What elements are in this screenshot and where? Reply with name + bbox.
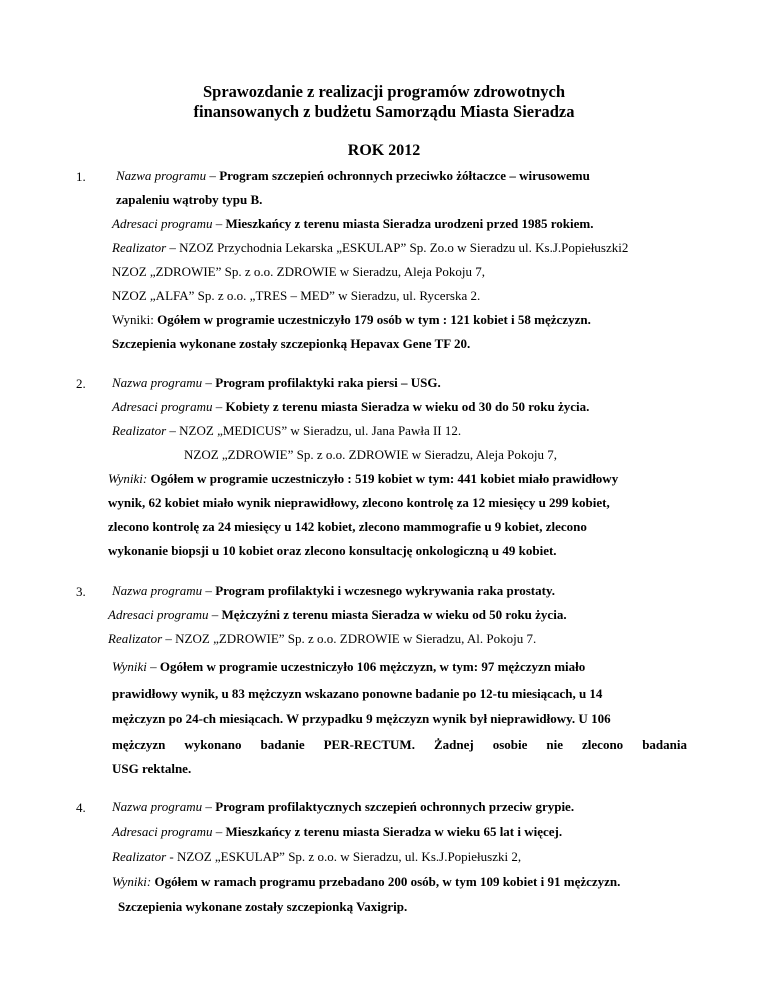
- program-name: Program szczepień ochronnych przeciwko żółtaczce – wirusowemu: [219, 168, 590, 183]
- program-number: 1.: [76, 169, 86, 184]
- results-line: zlecono kontrolę za 24 miesięcy u 142 kobiet, zlecono mammografie u 9 kobiet, zlecono: [108, 519, 587, 534]
- implementer-label: Realizator –: [112, 423, 180, 438]
- program-name: Program profilaktyki raka piersi – USG.: [215, 375, 441, 390]
- implementer-label: Realizator –: [112, 240, 180, 255]
- results-value: Ogółem w ramach programu przebadano 200 osób, w tym 109 kobiet i 91 mężczyzn.: [154, 874, 621, 889]
- implementer-value: NZOZ „ZDROWIE” Sp. z o.o. ZDROWIE w Sieradzu, Al. Pokoju 7.: [175, 631, 537, 646]
- recipients-value: Mieszkańcy z terenu miasta Sieradza urodzeni przed 1985 rokiem.: [225, 216, 594, 231]
- results-line: wynik, 62 kobiet miało wynik nieprawidłowy, zlecono kontrolę za 12 miesięcy u 299 kobiet,: [108, 495, 610, 510]
- recipients-value: Mężczyźni z terenu miasta Sieradza w wieku od 50 roku życia.: [221, 607, 567, 622]
- document-title-line-1: Sprawozdanie z realizacji programów zdrowotnych: [202, 82, 566, 101]
- implementer-line: NZOZ „ZDROWIE” Sp. z o.o. ZDROWIE w Sieradzu, Aleja Pokoju 7,: [184, 447, 557, 462]
- program-name-label: Nazwa programu –: [112, 583, 216, 598]
- results-value: Ogółem w programie uczestniczyło : 519 kobiet w tym: 441 kobiet miało prawidłowy: [150, 471, 619, 486]
- recipients-value: Mieszkańcy z terenu miasta Sieradza w wieku 65 lat i więcej.: [225, 824, 563, 839]
- results-line: [108, 472, 618, 485]
- recipients-label: Adresaci programu –: [112, 824, 226, 839]
- implementer-line: [112, 424, 461, 437]
- recipients-label: Adresaci programu –: [112, 399, 226, 414]
- program-name-label: Nazwa programu –: [112, 375, 216, 390]
- results-line: prawidłowy wynik, u 83 mężczyzn wskazano ponowne badanie po 12-tu miesiącach, u 14: [112, 686, 603, 701]
- year-heading: ROK 2012: [347, 142, 421, 159]
- results-line: Szczepienia wykonane zostały szczepionką Hepavax Gene TF 20.: [112, 336, 471, 351]
- program-name-line: [112, 800, 574, 813]
- implementer-value: NZOZ „ESKULAP” Sp. z o.o. w Sieradzu, ul. Ks.J.Popiełuszki 2,: [177, 849, 522, 864]
- program-name-label: Nazwa programu –: [112, 799, 216, 814]
- program-name: Program profilaktyki i wczesnego wykrywania raka prostaty.: [215, 583, 555, 598]
- recipients-line: [112, 400, 589, 413]
- implementer-line: [112, 850, 521, 863]
- program-name-line: [112, 584, 555, 597]
- program-name-line: [112, 376, 441, 389]
- results-label: Wyniki:: [108, 471, 151, 486]
- implementer-value: NZOZ „MEDICUS” w Sieradzu, ul. Jana Pawła II 12.: [179, 423, 462, 438]
- program-name-continuation: zapaleniu wątroby typu B.: [116, 192, 263, 207]
- implementer-line: NZOZ „ALFA” Sp. z o.o. „TRES – MED” w Sieradzu, ul. Rycerska 2.: [112, 288, 481, 303]
- results-value: Ogółem w programie uczestniczyło 179 osób w tym : 121 kobiet i 58 mężczyzn.: [157, 312, 591, 327]
- implementer-line: [112, 241, 628, 254]
- results-label: Wyniki:: [112, 312, 158, 327]
- recipients-value: Kobiety z terenu miasta Sieradza w wieku od 30 do 50 roku życia.: [225, 399, 590, 414]
- program-number: 2.: [76, 376, 86, 391]
- results-label: Wyniki –: [112, 659, 160, 674]
- recipients-line: [112, 217, 593, 230]
- results-line: mężczyzn po 24-ch miesiącach. W przypadku 9 mężczyzn wynik był nieprawidłowy. U 106: [112, 711, 611, 726]
- program-number: 3.: [76, 584, 86, 599]
- program-name-label: Nazwa programu –: [116, 168, 220, 183]
- results-line: Szczepienia wykonane zostały szczepionką Vaxigrip.: [118, 899, 408, 914]
- results-label: Wyniki:: [112, 874, 155, 889]
- results-line: wykonanie biopsji u 10 kobiet oraz zlecono konsultację onkologiczną u 49 kobiet.: [108, 543, 557, 558]
- recipients-line: [108, 608, 567, 621]
- results-value: Ogółem w programie uczestniczyło 106 mężczyzn, w tym: 97 mężczyzn miało: [159, 659, 586, 674]
- recipients-label: Adresaci programu –: [112, 216, 226, 231]
- results-line: [112, 313, 591, 326]
- results-line: USG rektalne.: [112, 761, 192, 776]
- program-name-line: [116, 169, 590, 182]
- implementer-label: Realizator –: [108, 631, 176, 646]
- implementer-value: NZOZ Przychodnia Lekarska „ESKULAP” Sp. Zo.o w Sieradzu ul. Ks.J.Popiełuszki2: [179, 240, 629, 255]
- implementer-line: NZOZ „ZDROWIE” Sp. z o.o. ZDROWIE w Sieradzu, Aleja Pokoju 7,: [112, 264, 485, 279]
- results-line: mężczyzn wykonano badanie PER-RECTUM. Żadnej osobie nie zlecono badania: [112, 737, 687, 752]
- implementer-label: Realizator -: [112, 849, 177, 864]
- recipients-line: [112, 825, 562, 838]
- document-title-line-2: finansowanych z budżetu Samorządu Miasta Sieradza: [193, 102, 575, 121]
- recipients-label: Adresaci programu –: [108, 607, 222, 622]
- program-name: Program profilaktycznych szczepień ochronnych przeciw grypie.: [215, 799, 575, 814]
- program-number: 4.: [76, 800, 86, 815]
- results-line: [112, 660, 585, 673]
- results-line: [112, 875, 620, 888]
- implementer-line: [108, 632, 536, 645]
